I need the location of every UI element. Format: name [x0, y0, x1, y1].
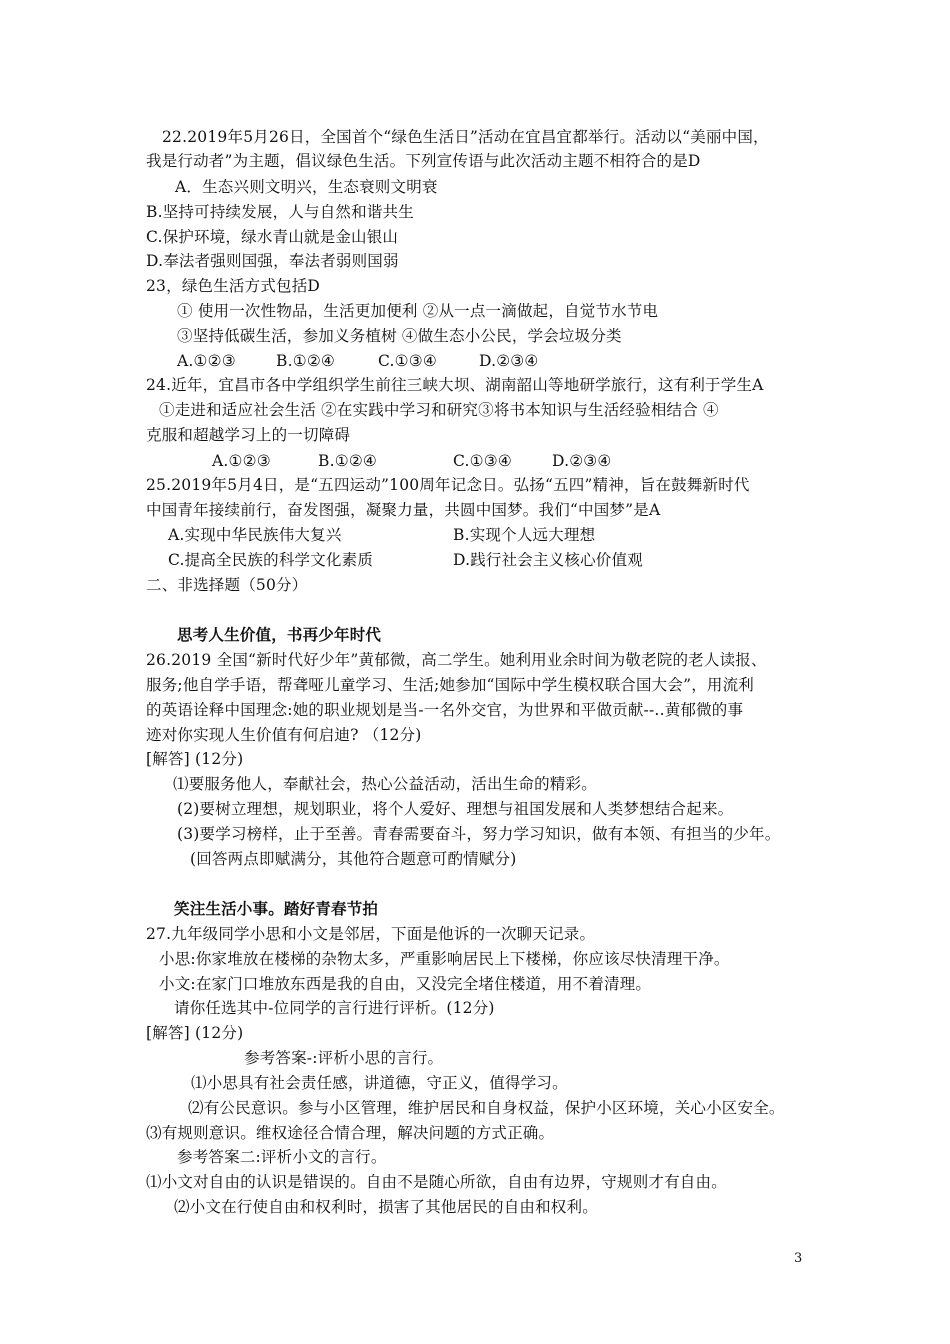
q23-items-line1: ① 使用一次性物品，生活更加便利 ②从一点一滴做起，自觉节水节电 — [177, 302, 659, 320]
q24-option-b: B.①②④ — [318, 452, 378, 470]
q27-question: 请你任选其中-位同学的言行进行评析。(12分) — [174, 999, 495, 1017]
q26-stem-line2: 服务;他自学手语，帮聋哑儿童学习、生活;她参加“国际中学生模权联合国大会”，用流利 — [146, 676, 754, 694]
q25-option-b: B.实现个人远大理想 — [453, 526, 596, 544]
q22-stem-line1: 22.2019年5月26日，全国首个“绿色生活日”活动在宜昌宜都举行。活动以“美丽中国， — [162, 128, 769, 146]
q24-option-d: D.②③④ — [552, 452, 612, 470]
q25-stem-line1: 25.2019年5月4日，是“五四运动”100周年记念日。弘扬“五四”精神，旨在鼓舞新时代 — [146, 476, 750, 494]
q27-reference-1-point-3: ⑶有规则意识。维权途径合情合理，解决问题的方式正确。 — [146, 1124, 555, 1142]
q27-answer-label: [解答] (12分) — [146, 1024, 244, 1042]
q27-reference-2-title: 参考答案二:评析小文的言行。 — [177, 1148, 387, 1166]
q26-answer-1: ⑴要服务他人，奉献社会，热心公益活动，活出生命的精彩。 — [173, 775, 597, 793]
q22-option-b: B.坚持可持续发展，人与自然和谐共生 — [146, 203, 414, 221]
q22-stem-line2: 我是行动者”为主题，倡议绿色生活。下列宣传语与此次活动主题不相符合的是D — [146, 152, 701, 170]
q26-stem-line4: 迹对你实现人生价值有何启迪? （12分) — [146, 726, 422, 744]
q24-items-line1: ①走进和适应社会生活 ②在实践中学习和研究③将书本知识与生活经验相结合 ④ — [159, 401, 719, 419]
q26-stem-line3: 的英语诠释中国理念:她的职业规划是当-一名外交官，为世界和平做贡献--..黄郁微的事 — [146, 701, 744, 719]
page-number: 3 — [794, 1251, 803, 1266]
q27-reference-1-point-1: ⑴小思具有社会责任感，讲道德，守正义，值得学习。 — [191, 1074, 568, 1092]
q27-stem: 27.九年级同学小思和小文是邻居，下面是他诉的一次聊天记录。 — [146, 925, 596, 943]
q24-option-a: A.①②③ — [212, 452, 271, 470]
q23-stem: 23，绿色生活方式包括D — [146, 277, 321, 295]
q26-answer-label: [解答] (12分) — [146, 750, 244, 768]
q24-items-line2: 克服和超越学习上的一切障碍 — [146, 426, 351, 444]
q22-option-a: A．生态兴则文明兴，生态衰则文明衰 — [175, 178, 438, 196]
q27-reference-1-title: 参考答案-:评析小思的言行。 — [244, 1049, 444, 1067]
q23-items-line2: ③坚持低碳生活，参加义务植树 ④做生态小公民，学会垃圾分类 — [177, 327, 622, 345]
section-heading: 二、非选择题（50分） — [146, 576, 308, 594]
q26-scoring-note: (回答两点即赋满分，其他符合题意可酌情赋分) — [190, 850, 517, 868]
q23-option-b: B.①②④ — [276, 352, 336, 370]
q27-reference-1-point-2: ⑵有公民意识。参与小区管理，维护居民和自身权益，保护小区环境，关心小区安全。 — [188, 1099, 785, 1117]
q22-option-c: C.保护环境，绿水青山就是金山银山 — [146, 228, 399, 246]
q27-reference-2-point-2: ⑵小文在行使自由和权利时，损害了其他居民的自由和权利。 — [174, 1198, 598, 1216]
q24-stem: 24.近年，宜昌市各中学组织学生前往三峡大坝、湖南韶山等地研学旅行，这有利于学生A — [146, 376, 764, 394]
q25-option-d: D.践行社会主义核心价值观 — [453, 551, 643, 569]
q22-option-d: D.奉法者强则国强，奉法者弱则国弱 — [146, 252, 399, 270]
q24-option-c: C.①③④ — [453, 452, 512, 470]
q23-option-a: A.①②③ — [177, 352, 236, 370]
q26-heading: 思考人生价值，书再少年时代 — [177, 625, 382, 644]
q23-option-c: C.①③④ — [378, 352, 437, 370]
q25-stem-line2: 中国青年接续前行，奋发图强，凝聚力量，共圆中国梦。我们“中国梦”是A — [146, 501, 661, 519]
q27-xiaowen-line: 小文:在家门口堆放东西是我的自由，又没完全堵住楼道，用不着清理。 — [159, 975, 652, 993]
q27-xiaosi-line: 小思:你家堆放在楼梯的杂物太多，严重影响居民上下楼梯，你应该尽快清理干净。 — [159, 950, 730, 968]
q26-answer-3: (3)要学习榜样，止于至善。青春需要奋斗，努力学习知识，做有本领、有担当的少年。 — [177, 825, 781, 843]
q26-stem-line1: 26.2019 全国“新时代好少年”黄郁微，高二学生。她利用业余时间为敬老院的老人读报、 — [146, 651, 767, 669]
q25-option-a: A.实现中华民族伟大复兴 — [168, 526, 342, 544]
q27-heading: 笑注生活小事。踏好青春节拍 — [174, 899, 379, 918]
q27-reference-2-point-1: ⑴小文对自由的认识是错误的。自由不是随心所欲，自由有边界，守规则才有自由。 — [146, 1173, 727, 1191]
q25-option-c: C.提高全民族的科学文化素质 — [168, 551, 374, 569]
q23-option-d: D.②③④ — [479, 352, 539, 370]
q26-answer-2: (2)要树立理想，规划职业，将个人爱好、理想与祖国发展和人类梦想结合起来。 — [177, 800, 734, 818]
